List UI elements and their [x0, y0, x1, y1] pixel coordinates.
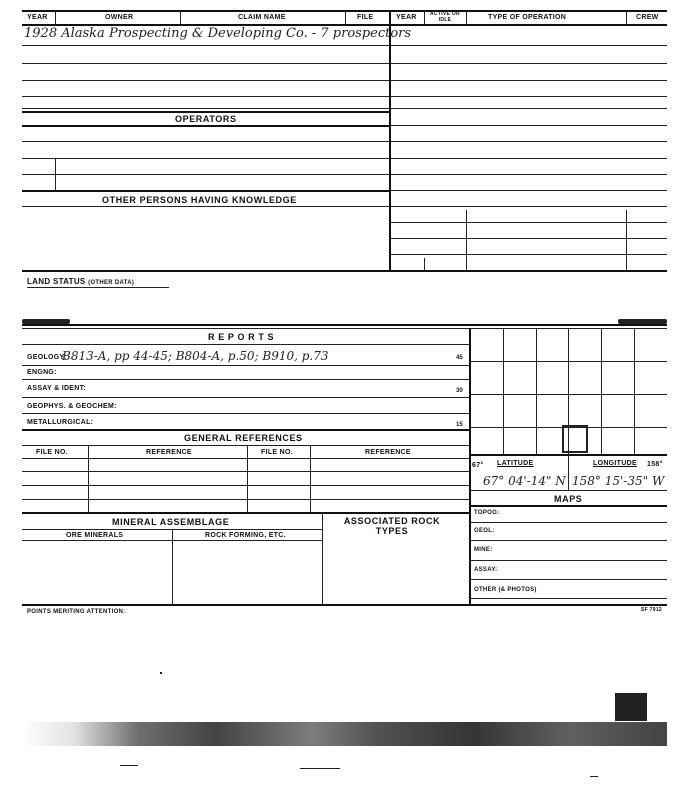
grid-num-15: 15 — [456, 422, 463, 428]
header-active-idle: ACTIVE OR IDLE — [430, 11, 460, 23]
operators-label: OPERATORS — [175, 114, 237, 124]
header-year: YEAR — [27, 14, 48, 21]
metallurgical-label: METALLURGICAL: — [27, 419, 94, 426]
assay-ident-label: ASSAY & IDENT: — [27, 385, 87, 392]
lon-prefix: 158° — [647, 461, 663, 468]
engng-label: ENGNG: — [27, 369, 57, 376]
header-year-2: YEAR — [396, 14, 417, 21]
header-type-of-operation: TYPE OF OPERATION — [488, 14, 567, 21]
maps-other: OTHER (& PHOTOS) — [474, 587, 537, 593]
latitude-label: LATITUDE — [497, 460, 534, 467]
ref-header-file-2: FILE NO. — [261, 449, 293, 456]
mineral-assemblage-title: MINERAL ASSEMBLAGE — [112, 517, 230, 527]
land-status-label: LAND STATUS (OTHER DATA) — [27, 277, 135, 286]
grid-num-30: 30 — [456, 388, 463, 394]
lat-prefix: 67° — [472, 462, 484, 469]
geophys-label: GEOPHYS. & GEOCHEM: — [27, 403, 117, 410]
maps-geol: GEOL: — [474, 528, 495, 534]
header-file: FILE — [357, 14, 374, 21]
longitude-value: 158° 15'-35" W — [572, 474, 665, 488]
header-claim-name: CLAIM NAME — [238, 14, 286, 21]
maps-mine: MINE: — [474, 547, 493, 553]
rock-forming-label: ROCK FORMING, ETC. — [205, 532, 286, 539]
form-code: SF 7912 — [641, 607, 663, 613]
header-crew: CREW — [636, 14, 659, 21]
header-owner: OWNER — [105, 14, 134, 21]
longitude-label: LONGITUDE — [593, 460, 637, 467]
latitude-value: 67° 04'-14" N — [483, 474, 566, 488]
ref-header-file-1: FILE NO. — [36, 449, 68, 456]
geology-label: GEOLOGY: — [27, 354, 67, 361]
maps-assay: ASSAY: — [474, 567, 498, 573]
reports-title: R E P O R T S — [208, 332, 275, 342]
geology-value: B813-A, pp 44-45; B804-A, p.50; B910, p.73 — [62, 349, 329, 363]
points-meriting-attention: POINTS MERITING ATTENTION: — [27, 609, 126, 615]
grid-num-45: 45 — [456, 355, 463, 361]
scan-noise-band — [22, 722, 667, 746]
general-references-title: GENERAL REFERENCES — [184, 433, 303, 443]
ref-header-reference-2: REFERENCE — [365, 449, 411, 456]
ore-minerals-label: ORE MINERALS — [66, 532, 124, 539]
maps-title: MAPS — [554, 494, 583, 504]
ref-header-reference-1: REFERENCE — [146, 449, 192, 456]
other-persons-label: OTHER PERSONS HAVING KNOWLEDGE — [102, 195, 297, 205]
maps-topog: TOPOG: — [474, 510, 500, 516]
owner-entry: 1928 Alaska Prospecting & Developing Co. - 7 prospectors — [24, 26, 412, 41]
location-box-marker — [562, 425, 588, 453]
associated-rock-types: ASSOCIATED ROCK TYPES — [343, 516, 441, 536]
